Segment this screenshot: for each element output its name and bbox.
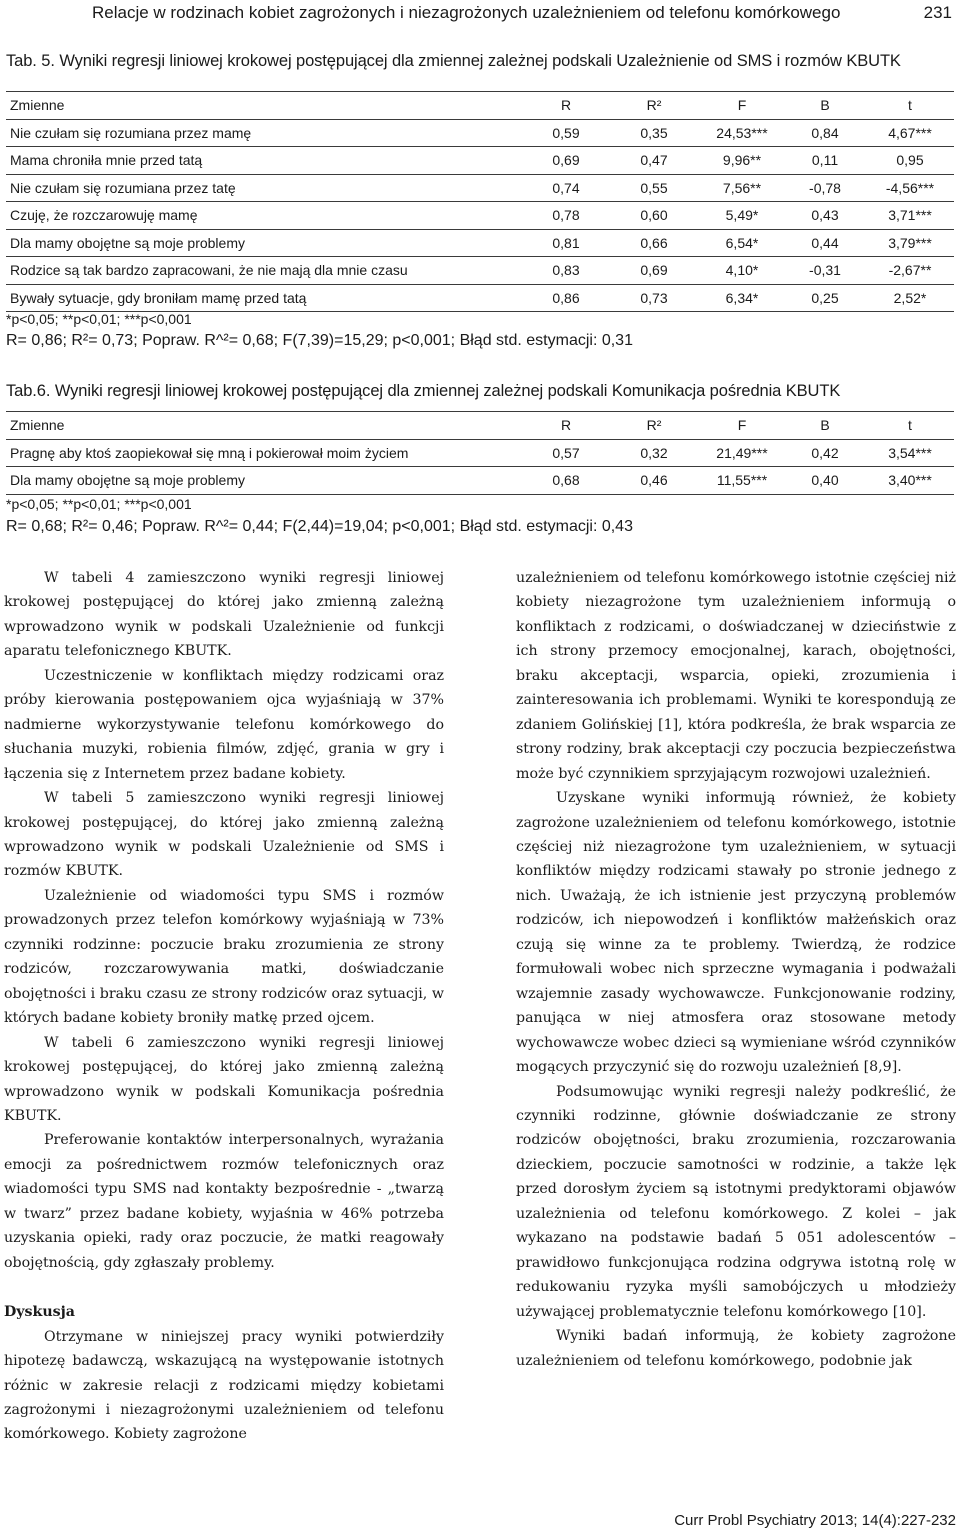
value-cell: 3,54*** <box>866 439 954 467</box>
column-header: B <box>784 412 866 440</box>
value-cell: 0,35 <box>608 119 700 147</box>
value-cell: 21,49*** <box>700 439 784 467</box>
value-cell: 0,83 <box>524 257 608 285</box>
paragraph: Otrzymane w niniejszej pracy wyniki potwierdziły hipotezę badawczą, wskazującą na występowanie istotnych różnic w zakresie relacji z rodzicami między kobietami zagrożonymi i niezagrożonymi uzależnieniem od telefonu komórkowego. Kobiety zagrożone <box>4 1328 444 1443</box>
value-cell: 5,49* <box>700 202 784 230</box>
value-cell: 0,73 <box>608 284 700 312</box>
table-row <box>6 467 954 495</box>
paragraph: W tabeli 4 zamieszczono wyniki regresji liniowej krokowej postępującej do której jako zmienną zależną wprowadzono wynik w podskali Uzależnienie od funkcji aparatu telefonicznego KBUTK. <box>4 570 444 660</box>
value-cell: 0,86 <box>524 284 608 312</box>
table5-stats: R= 0,86; R²= 0,73; Popraw. R^²= 0,68; F(7,39)=15,29; p<0,001; Błąd std. estymacji: 0,31 <box>6 332 633 349</box>
table5-caption: Tab. 5. Wyniki regresji liniowej krokowej postępującej dla zmiennej zależnej podskali Uzależnienie od SMS i rozmów KBUTK <box>6 52 901 70</box>
value-cell: 3,79*** <box>866 229 954 257</box>
table-row <box>6 174 954 202</box>
value-cell: 6,54* <box>700 229 784 257</box>
column-header: t <box>866 412 954 440</box>
value-cell: 0,60 <box>608 202 700 230</box>
value-cell: 0,95 <box>866 147 954 175</box>
paragraph: Uzależnienie od wiadomości typu SMS i rozmów prowadzonych przez telefon komórkowy wyjaśniają w 73% czynniki rodzinne: poczucie braku zrozumienia ze strony rodziców, rozczarowywania matki, doświadczanie obojętności i braku czasu ze strony rodziców oraz sytuacji, w których badane kobiety broniły matkę przed ojcem. <box>4 887 444 1027</box>
value-cell: 0,59 <box>524 119 608 147</box>
table-row <box>6 284 954 312</box>
value-cell: 0,69 <box>608 257 700 285</box>
value-cell: 24,53*** <box>700 119 784 147</box>
column-header: Zmienne <box>6 412 524 440</box>
variable-cell: Nie czułam się rozumiana przez tatę <box>6 174 524 202</box>
table6-note: *p<0,05; **p<0,01; ***p<0,001 <box>6 496 192 512</box>
table-row <box>6 202 954 230</box>
running-title: Relacje w rodzinach kobiet zagrożonych i niezagrożonych uzależnieniem od telefonu komórkowego <box>92 3 841 22</box>
variable-cell: Dla mamy obojętne są moje problemy <box>6 467 524 495</box>
table-row <box>6 257 954 285</box>
paragraph: Wyniki badań informują, że kobiety zagrożone uzależnieniem od telefonu komórkowego, podobnie jak <box>516 1328 956 1369</box>
paragraph: Uczestniczenie w konfliktach między rodzicami oraz próby kierowania postępowaniem ojca wyjaśniają w 37% nadmierne wykorzystywanie telefonu komórkowego do słuchania muzyki, robienia filmów, zdjęć, grania w gry i łączenia się z Internetem przez badane kobiety. <box>4 667 444 782</box>
value-cell: 0,74 <box>524 174 608 202</box>
paragraph: Preferowanie kontaktów interpersonalnych, wyrażania emocji za pośrednictwem rozmów telefonicznych oraz wiadomości typu SMS nad kontakty bezpośrednie - „twarzą w twarz” przez badane kobiety, wyjaśnia w 46% potrzeba uzyskania opieki, rady oraz poczucie, że matki reagowały obojętnością, gdy zgłaszały problemy. <box>4 1132 444 1271</box>
table6-body <box>6 412 954 495</box>
value-cell: 0,44 <box>784 229 866 257</box>
value-cell: 0,47 <box>608 147 700 175</box>
section-heading: Dyskusja <box>4 1304 75 1321</box>
value-cell: 0,78 <box>524 202 608 230</box>
value-cell: 0,25 <box>784 284 866 312</box>
table-row <box>6 147 954 175</box>
paragraph: W tabeli 5 zamieszczono wyniki regresji liniowej krokowej postępującej, do której jako zmienną zależną wprowadzono wynik w podskali Uzależnienie od SMS i rozmów KBUTK. <box>4 790 444 880</box>
value-cell: 9,96** <box>700 147 784 175</box>
column-header: F <box>700 92 784 120</box>
value-cell: -4,56*** <box>866 174 954 202</box>
value-cell: -2,67** <box>866 257 954 285</box>
variable-cell: Rodzice są tak bardzo zapracowani, że nie mają dla mnie czasu <box>6 257 524 285</box>
table-row <box>6 119 954 147</box>
value-cell: 11,55*** <box>700 467 784 495</box>
paragraph: Uzyskane wyniki informują również, że kobiety zagrożone uzależnieniem od telefonu komórkowego, istotnie częściej niż niezagrożone tym uzależnieniem, w sytuacji konfliktów między rodzicami stawały po stronie jednego z nich. Uważają, że ich istnienie jest przyczyną problemów rodziców, ich niepowodzeń i konfliktów małżeńskich oraz czują się winne za te problemy. Twierdzą, że rodzice formułowali wobec nich sprzeczne wymagania i podważali wzajemnie zasady wychowawcze. Funkcjonowanie rodziny, panująca w niej atmosfera oraz stosowane metody wychowawcze wobec dzieci są wymieniane wśród czynników mogących przyczynić się do rozwoju uzależnień [8,9]. <box>516 790 956 1076</box>
variable-cell: Nie czułam się rozumiana przez mamę <box>6 119 524 147</box>
column-header: R² <box>608 412 700 440</box>
variable-cell: Dla mamy obojętne są moje problemy <box>6 229 524 257</box>
paragraph: uzależnieniem od telefonu komórkowego istotnie częściej niż kobiety niezagrożone tym uzależnieniem informują o konfliktach z rodzicami, o doświadczanej w dzieciństwie z ich strony przemocy emocjonalnej, karach, obojętności, braku akceptacji, wsparcia, opieki, zrozumienia i zainteresowania ich problemami. Wyniki te korespondują ze zdaniem Golińskiej [1], która podkreśla, że brak wsparcia ze strony rodziny, brak akceptacji czy poczucia bezpieczeństwa może być czynnikiem sprzyjającym rozwojowi uzależnień. <box>516 570 956 782</box>
value-cell: 0,69 <box>524 147 608 175</box>
page-number: 231 <box>923 3 952 22</box>
table-row <box>6 229 954 257</box>
column-header: t <box>866 92 954 120</box>
value-cell: 0,46 <box>608 467 700 495</box>
value-cell: -0,31 <box>784 257 866 285</box>
column-header: R <box>524 92 608 120</box>
value-cell: 0,84 <box>784 119 866 147</box>
table6-stats: R= 0,68; R²= 0,46; Popraw. R^²= 0,44; F(2,44)=19,04; p<0,001; Błąd std. estymacji: 0,43 <box>6 518 633 535</box>
value-cell: 4,67*** <box>866 119 954 147</box>
journal-footer: Curr Probl Psychiatry 2013; 14(4):227-232 <box>674 1512 956 1529</box>
column-header: Zmienne <box>6 92 524 120</box>
value-cell: 0,66 <box>608 229 700 257</box>
value-cell: 0,81 <box>524 229 608 257</box>
table-header-row <box>6 92 954 120</box>
value-cell: 0,11 <box>784 147 866 175</box>
paragraph: Podsumowując wyniki regresji należy podkreślić, że czynniki rodzinne, głównie doświadczanie ze strony rodziców obojętności, braku zrozumienia, rozczarowania dzieckiem, poczucie samotności w rodzinie, a także lęk przed dorosłym życiem są istotnymi predyktorami objawów uzależnienia od telefonu komórkowego. Z kolei – jak wykazano na podstawie badań 5 051 adolescentów – prawidłowo funkcjonująca rodzina odgrywa istotną rolę w redukowaniu ryzyka myśli samobójczych u młodzieży używającej problematycznie telefonu komórkowego [10]. <box>516 1083 956 1320</box>
value-cell: 0,57 <box>524 439 608 467</box>
value-cell: 0,68 <box>524 467 608 495</box>
variable-cell: Czuję, że rozczarowuję mamę <box>6 202 524 230</box>
value-cell: 3,71*** <box>866 202 954 230</box>
column-header: F <box>700 412 784 440</box>
value-cell: 4,10* <box>700 257 784 285</box>
value-cell: 0,40 <box>784 467 866 495</box>
value-cell: 6,34* <box>700 284 784 312</box>
table-header-row <box>6 412 954 440</box>
table6 <box>6 411 954 495</box>
table-row <box>6 439 954 467</box>
variable-cell: Pragnę aby ktoś zaopiekował się mną i pokierował moim życiem <box>6 439 524 467</box>
value-cell: 0,43 <box>784 202 866 230</box>
value-cell: 0,55 <box>608 174 700 202</box>
variable-cell: Bywały sytuacje, gdy broniłam mamę przed tatą <box>6 284 524 312</box>
variable-cell: Mama chroniła mnie przed tatą <box>6 147 524 175</box>
value-cell: 0,32 <box>608 439 700 467</box>
paragraph: W tabeli 6 zamieszczono wyniki regresji liniowej krokowej postępującej, do której jako zmienną zależną wprowadzono wynik w podskali Komunikacja pośrednia KBUTK. <box>4 1034 444 1124</box>
value-cell: 3,40*** <box>866 467 954 495</box>
table5 <box>6 91 954 312</box>
value-cell: 7,56** <box>700 174 784 202</box>
running-header <box>0 0 960 30</box>
value-cell: -0,78 <box>784 174 866 202</box>
value-cell: 2,52* <box>866 284 954 312</box>
table5-note: *p<0,05; **p<0,01; ***p<0,001 <box>6 311 192 327</box>
column-header: R² <box>608 92 700 120</box>
right-column <box>516 566 956 1373</box>
value-cell: 0,42 <box>784 439 866 467</box>
column-header: B <box>784 92 866 120</box>
table6-caption: Tab.6. Wyniki regresji liniowej krokowej postępującej dla zmiennej zależnej podskali Komunikacja pośrednia KBUTK <box>6 382 841 400</box>
column-header: R <box>524 412 608 440</box>
left-column <box>4 566 444 1447</box>
table5-body <box>6 92 954 312</box>
